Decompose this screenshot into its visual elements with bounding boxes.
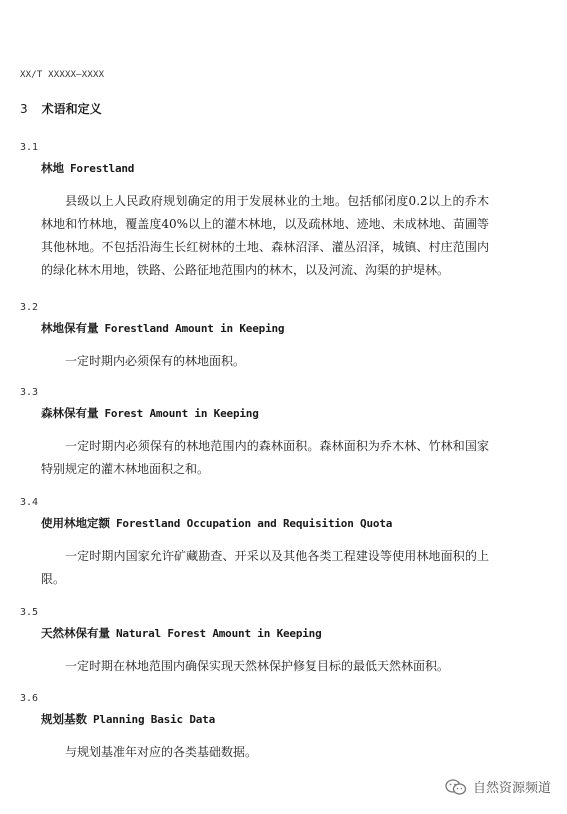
watermark [445,777,551,796]
term-chinese: 森林保有量 [41,406,99,420]
term-english: Forest Amount in Keeping [104,407,259,420]
watermark-text: 自然资源频道 [472,781,551,796]
entry-number: 3.5 [20,607,39,618]
wechat-official-account-icon [445,778,467,796]
entry-definition: 一定时期内国家允许矿藏勘查、开采以及其他各类工程建设等使用林地面积的上限。 [41,549,489,586]
entry-term [41,320,550,338]
term-english: Planning Basic Data [93,713,216,726]
term-entry-forest-amount [20,387,550,481]
entry-term [41,515,550,533]
term-chinese: 规划基数 [41,712,87,726]
entry-term [41,711,550,729]
term-entry-forestland-amount [20,302,550,373]
term-english: Forestland [70,162,135,175]
term-entry-planning-basic-data [20,693,550,764]
term-chinese: 使用林地定额 [41,516,110,530]
section-number: 3 [20,102,28,116]
entry-term [41,405,550,423]
entry-definition: 与规划基准年对应的各类基础数据。 [65,745,258,759]
term-chinese: 林地保有量 [41,321,99,335]
term-english: Natural Forest Amount in Keeping [116,627,322,640]
entry-definition: 县级以上人民政府规划确定的用于发展林业的土地。包括郁闭度0.2以上的乔木林地和竹林地，覆盖度40%以上的灌木林地，以及疏林地、迹地、未成林地、苗圃等其他林地。不包括沿海生长红树林的土地、森林沼泽、灌丛沼泽，城镇、村庄范围内的绿化林木用地，铁路、公路征地范围内的林木，以及河流、沟渠的护堤林。 [41,194,489,277]
term-entry-forestland [20,142,550,282]
standard-code: XX/T XXXXX—XXXX [20,70,105,80]
term-english: Forestland Occupation and Requisition Quota [116,517,393,530]
entry-number: 3.6 [20,693,39,704]
entry-number: 3.3 [20,387,39,398]
entry-definition: 一定时期内必须保有的林地范围内的森林面积。森林面积为乔木林、竹林和国家特别规定的灌木林地面积之和。 [41,439,489,476]
entry-number: 3.2 [20,302,39,313]
section-heading [20,100,102,117]
term-chinese: 林地 [41,161,64,175]
entry-number: 3.1 [20,142,39,153]
term-chinese: 天然林保有量 [41,626,110,640]
entry-definition: 一定时期在林地范围内确保实现天然林保护修复目标的最低天然林面积。 [65,659,450,673]
entry-term [41,625,550,643]
term-entry-natural-forest-amount [20,607,550,678]
entry-term [41,160,550,178]
term-english: Forestland Amount in Keeping [104,322,285,335]
entry-number: 3.4 [20,497,39,508]
entry-definition: 一定时期内必须保有的林地面积。 [65,354,246,368]
term-entry-forestland-quota [20,497,550,591]
section-title: 术语和定义 [41,102,102,116]
